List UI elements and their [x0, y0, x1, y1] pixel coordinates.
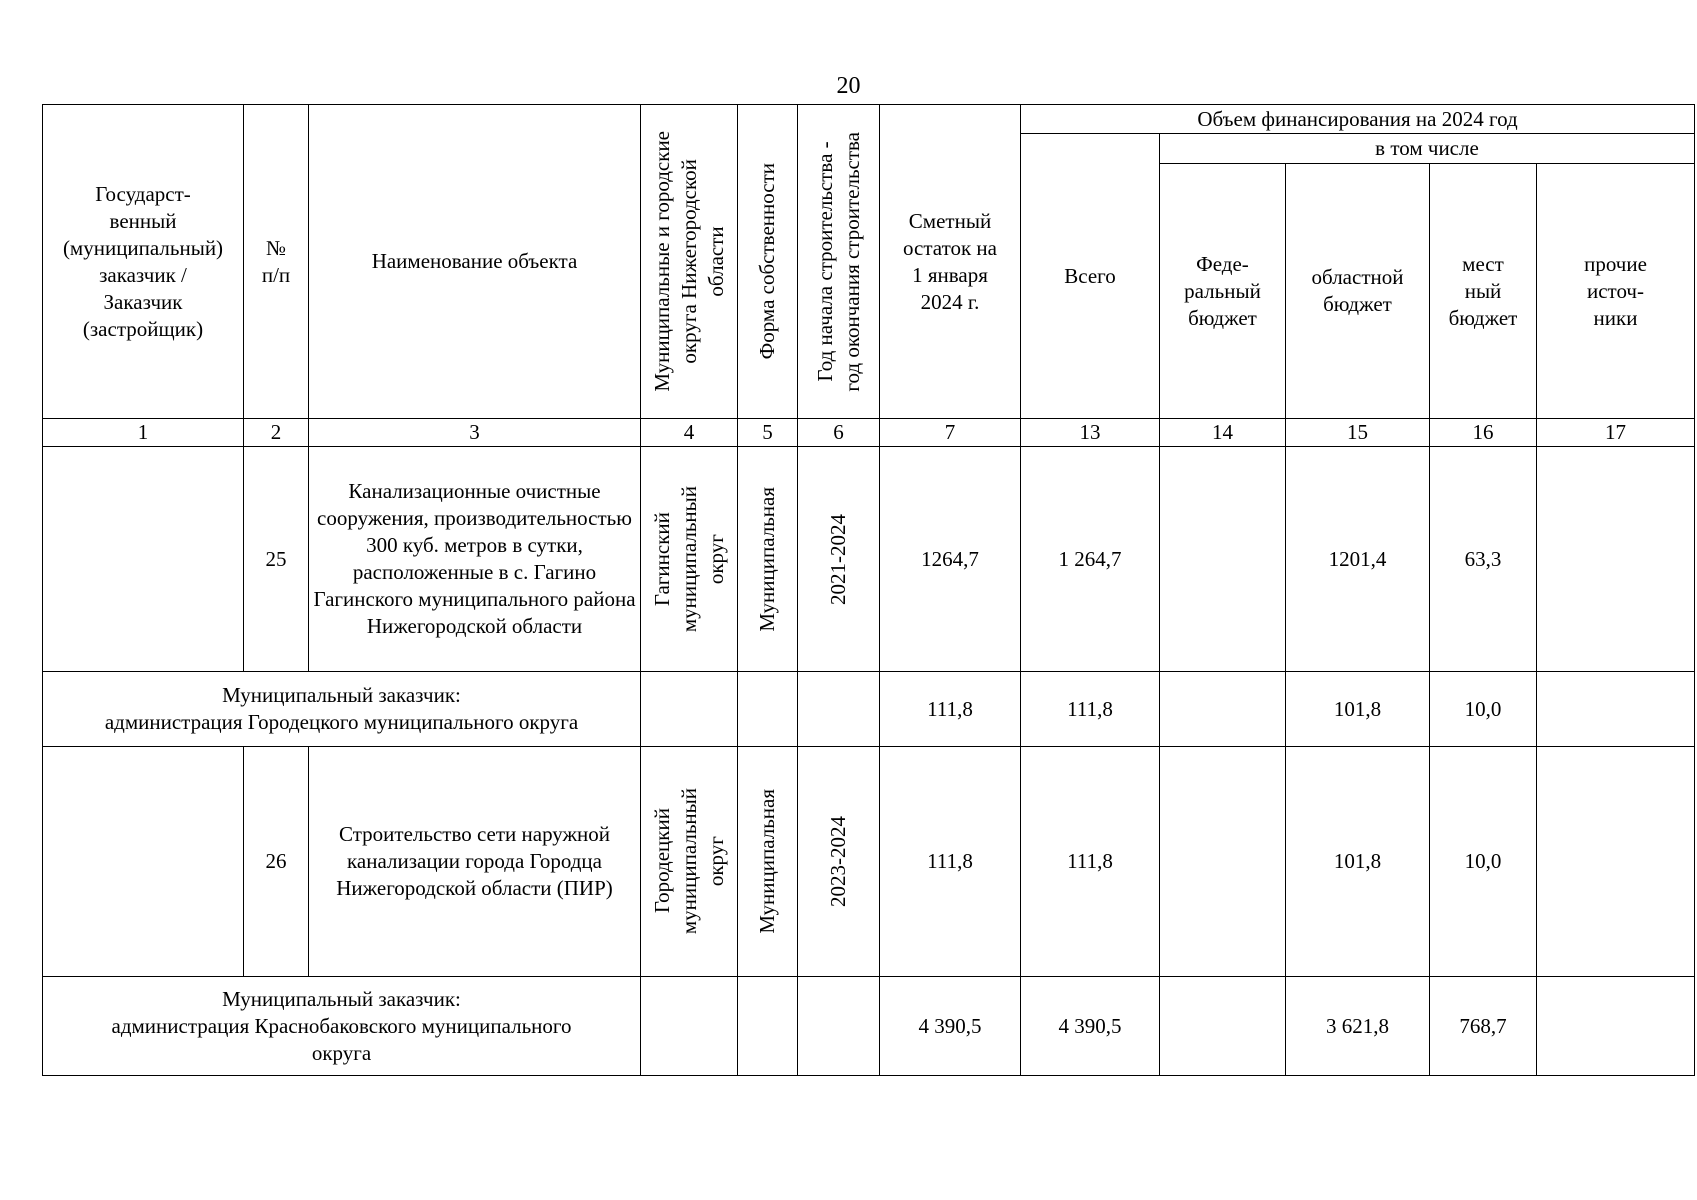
total-value: 111,8 — [1021, 747, 1160, 977]
column-number: 1 — [43, 419, 244, 447]
object-name: Канализационные очистные сооружения, производительностью 300 куб. метров в сутки, расположенные в с. Гагино Гагинского муниципального района Нижегородской области — [309, 447, 641, 672]
customer-cell — [43, 447, 244, 672]
other-value — [1537, 672, 1695, 747]
ownership-text: Муниципальная — [755, 789, 779, 934]
object-name: Строительство сети наружной канализации города Городца Нижегородской области (ПИР) — [309, 747, 641, 977]
regional-value: 101,8 — [1286, 672, 1430, 747]
customer-label: Муниципальный заказчик: администрация Городецкого муниципального округа — [43, 672, 641, 747]
other-value — [1537, 747, 1695, 977]
header-federal: Феде- ральный бюджет — [1160, 164, 1286, 419]
financing-table — [42, 104, 1695, 1076]
column-number: 7 — [880, 419, 1021, 447]
ownership-text: Муниципальная — [755, 486, 779, 632]
header-district-text: Муниципальные и городские округа Нижегородской области — [649, 131, 728, 392]
header-years-text: Год начала строительства - год окончания строительства — [812, 131, 864, 392]
regional-value: 1201,4 — [1286, 447, 1430, 672]
header-balance: Сметный остаток на 1 января 2024 г. — [880, 105, 1021, 419]
other-value — [1537, 977, 1695, 1076]
header-regional: областной бюджет — [1286, 164, 1430, 419]
local-value: 10,0 — [1430, 747, 1537, 977]
header-district — [641, 105, 738, 419]
column-number: 17 — [1537, 419, 1695, 447]
federal-value — [1160, 672, 1286, 747]
federal-value — [1160, 747, 1286, 977]
years-cell — [798, 747, 880, 977]
years-text: 2021-2024 — [826, 513, 850, 605]
total-value: 1 264,7 — [1021, 447, 1160, 672]
empty-cell — [798, 672, 880, 747]
page-number: 20 — [836, 73, 861, 99]
header-ownership — [738, 105, 798, 419]
balance-value: 1264,7 — [880, 447, 1021, 672]
column-number-row — [43, 419, 1695, 447]
balance-value: 111,8 — [880, 747, 1021, 977]
column-number: 2 — [244, 419, 309, 447]
column-number: 6 — [798, 419, 880, 447]
local-value: 63,3 — [1430, 447, 1537, 672]
customer-row — [43, 672, 1695, 747]
empty-cell — [738, 672, 798, 747]
empty-cell — [641, 672, 738, 747]
header-customer: Государст- венный (муниципальный) заказчик / Заказчик (застройщик) — [43, 105, 244, 419]
header-ownership-text: Форма собственности — [755, 163, 779, 360]
customer-cell — [43, 747, 244, 977]
years-cell — [798, 447, 880, 672]
row-number: 25 — [244, 447, 309, 672]
regional-value: 101,8 — [1286, 747, 1430, 977]
column-number: 3 — [309, 419, 641, 447]
header-years — [798, 105, 880, 419]
ownership-cell — [738, 747, 798, 977]
column-number: 4 — [641, 419, 738, 447]
balance-value: 111,8 — [880, 672, 1021, 747]
local-value: 768,7 — [1430, 977, 1537, 1076]
balance-value: 4 390,5 — [880, 977, 1021, 1076]
district-text: Гагинский муниципальный округ — [649, 485, 728, 633]
other-value — [1537, 447, 1695, 672]
ownership-cell — [738, 447, 798, 672]
federal-value — [1160, 447, 1286, 672]
header-total: Всего — [1021, 134, 1160, 419]
empty-cell — [798, 977, 880, 1076]
district-cell — [641, 447, 738, 672]
table-row — [43, 747, 1695, 977]
district-text: Городецкий муниципальный округ — [649, 788, 728, 935]
customer-row — [43, 977, 1695, 1076]
column-number: 5 — [738, 419, 798, 447]
empty-cell — [738, 977, 798, 1076]
years-text: 2023-2024 — [826, 816, 850, 907]
district-cell — [641, 747, 738, 977]
column-number: 13 — [1021, 419, 1160, 447]
column-number: 15 — [1286, 419, 1430, 447]
total-value: 111,8 — [1021, 672, 1160, 747]
header-financing: Объем финансирования на 2024 год — [1021, 105, 1695, 134]
local-value: 10,0 — [1430, 672, 1537, 747]
customer-label: Муниципальный заказчик: администрация Краснобаковского муниципального округа — [43, 977, 641, 1076]
column-number: 14 — [1160, 419, 1286, 447]
empty-cell — [641, 977, 738, 1076]
total-value: 4 390,5 — [1021, 977, 1160, 1076]
header-including: в том числе — [1160, 134, 1695, 164]
federal-value — [1160, 977, 1286, 1076]
header-row — [43, 105, 1695, 134]
table-row — [43, 447, 1695, 672]
regional-value: 3 621,8 — [1286, 977, 1430, 1076]
header-object-name: Наименование объекта — [309, 105, 641, 419]
header-other: прочие источ- ники — [1537, 164, 1695, 419]
row-number: 26 — [244, 747, 309, 977]
column-number: 16 — [1430, 419, 1537, 447]
header-number: № п/п — [244, 105, 309, 419]
header-local: мест ный бюджет — [1430, 164, 1537, 419]
